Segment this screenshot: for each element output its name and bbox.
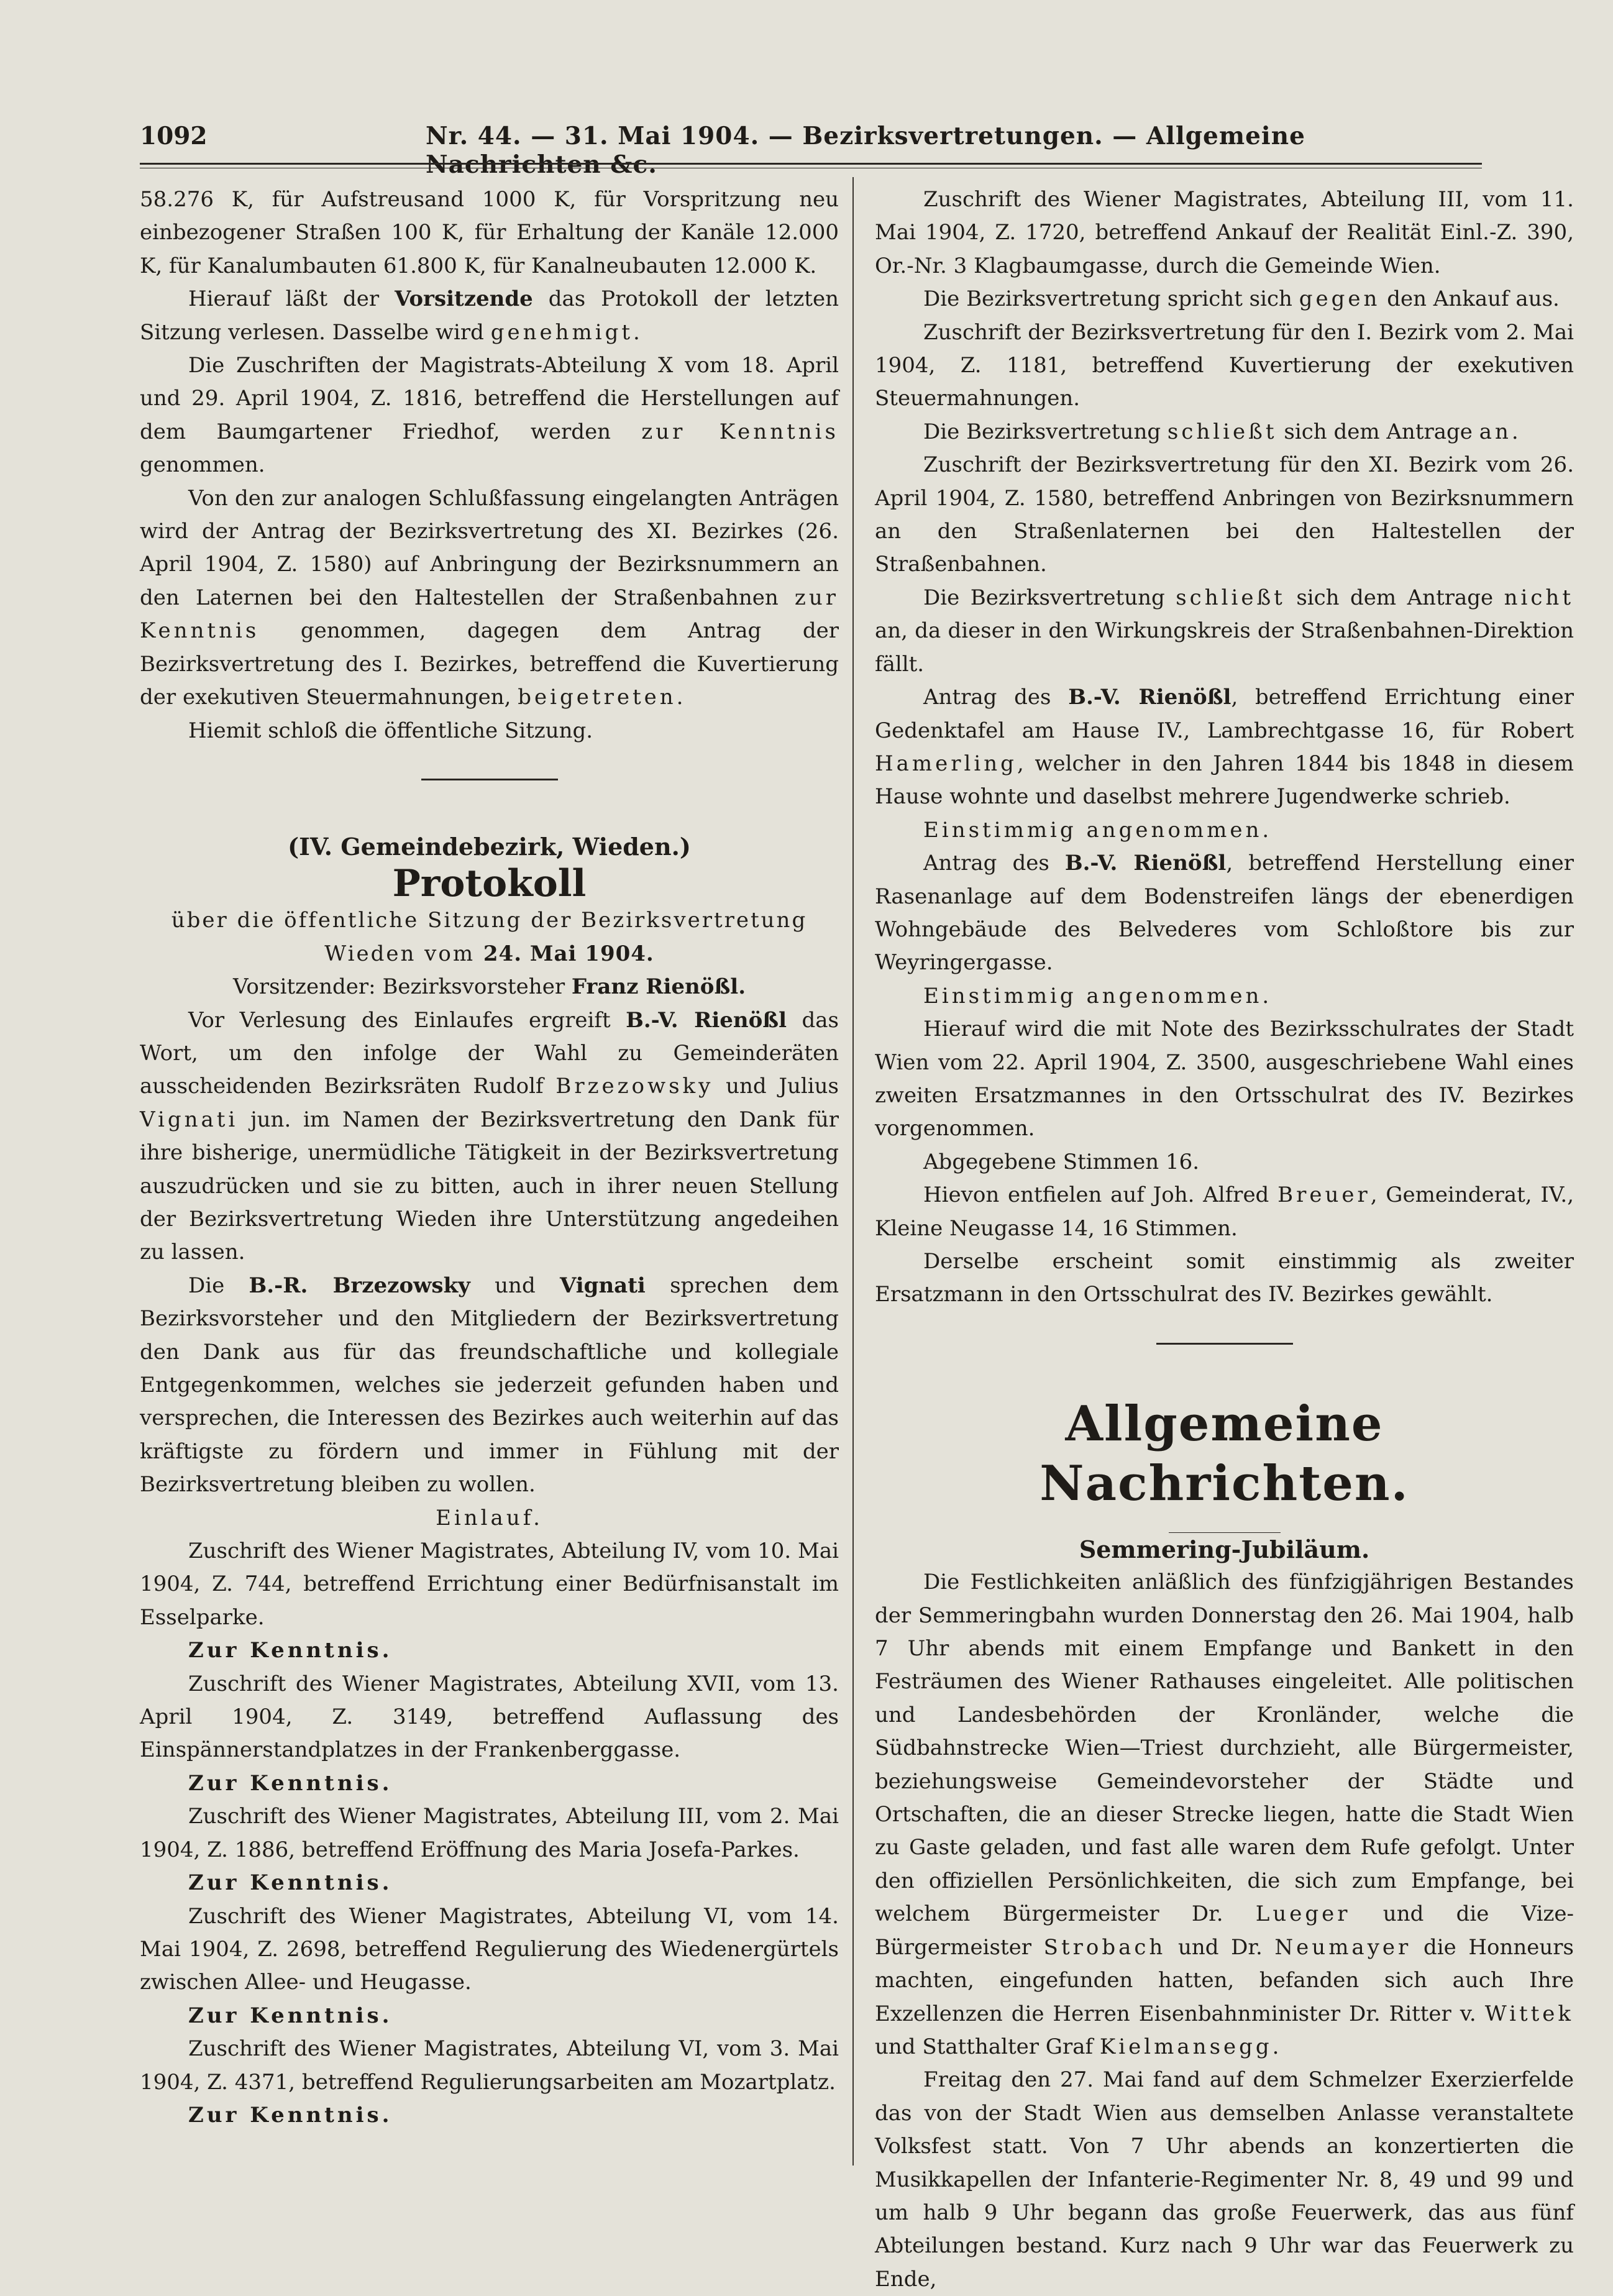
zur-kenntnis-5: Zur Kenntnis. — [188, 2102, 393, 2128]
zuschrift-3: Zuschrift des Wiener Magistrates, Abteilung III, vom 2. Mai 1904, Z. 1886, betreffend Eröffnung des Maria Josefa-Parkes. — [140, 1804, 839, 1862]
zur-kenntnis-2: Zur Kenntnis. — [188, 1770, 393, 1796]
zur-kenntnis-4: Zur Kenntnis. — [188, 2003, 393, 2028]
einstimmig-2: Einstimmig angenommen. — [923, 983, 1273, 1009]
paragraph-session-closed: Hiemit schloß die öffentliche Sitzung. — [188, 718, 593, 743]
zuschrift-4: Zuschrift des Wiener Magistrates, Abteilung VI, vom 14. Mai 1904, Z. 2698, betreffend Regulierung des Wiedenergürtels zwischen Allee- und Heugasse. — [140, 1903, 839, 1995]
paragraph-budget-continued: 58.276 K, für Aufstreusand 1000 K, für Vorspritzung neu einbezogener Straßen 100 K, für Erhaltung der Kanäle 12.000 K, für Kanalumbauten 61.800 K, für Kanalneubauten 12.000 K. — [140, 187, 839, 278]
chairman-line: Vorsitzender: Bezirksvorsteher Franz Rienößl. — [232, 974, 746, 1000]
zuschrift-1: Zuschrift des Wiener Magistrates, Abteilung IV, vom 10. Mai 1904, Z. 744, betreffend Errichtung einer Bedürfnisanstalt im Esselparke. — [140, 1539, 839, 1630]
news-paragraph-1: Die Festlichkeiten anläßlich des fünfzigjährigen Bestandes der Semmeringbahn wurden Donnerstag den 26. Mai 1904, halb 7 Uhr abends mit einem Empfange und Bankett in den Festräumen des Wiener Rathauses eingeleitet. Alle politischen und Landesbehörden der Kronländer, welche die Südbahnstrecke Wien—Triest durchzieht, alle Bürgermeister, beziehungsweise Gemeindevorsteher der Städte und Ortschaften, die an dieser Strecke liegen, hatte die Stadt Wien zu Gaste geladen, und fast alle waren dem Rufe gefolgt. Unter den offiziellen Persönlichkeiten, die sich zum Empfange, bei welchem Bürgermeister Dr. Lueger und die Vize-Bürgermeister Strobach und Dr. Neumayer die Honneurs machten, eingefunden hatten, befanden sich auch Ihre Exzellenzen die Herren Eisenbahnminister Dr. Ritter v. Wittek und Statthalter Graf Kielmansegg. — [875, 1570, 1574, 2059]
zuschrift-8: Zuschrift der Bezirksvertretung für den XI. Bezirk vom 26. April 1904, Z. 1580, betreffend Anbringen von Bezirksnummern an den Straßenlaternen bei den Haltestellen der Straßenbahnen. — [875, 452, 1574, 577]
left-column — [140, 183, 839, 2132]
header-title: Nr. 44. — 31. Mai 1904. — Bezirksvertretungen. — Allgemeine Nachrichten &c. — [426, 122, 1305, 179]
section-title: (IV. Gemeindebezirk, Wieden.) — [288, 832, 691, 861]
paragraph-entfielen: Hievon entfielen auf Joh. Alfred Breuer, Gemeinderat, IV., Kleine Neugasse 14, 16 Stimmen. — [875, 1182, 1574, 1241]
antrag-2: Antrag des B.-V. Rienößl, betreffend Herstellung einer Rasenanlage auf dem Bodenstreifen längs der ebenerdigen Wohngebäude des Belvederes vom Schloßtore bis zur Weyringergasse. — [875, 851, 1574, 976]
zuschrift-5: Zuschrift des Wiener Magistrates, Abteilung VI, vom 3. Mai 1904, Z. 4371, betreffend Regulierungsarbeiten am Mozartplatz. — [140, 2036, 839, 2095]
zur-kenntnis-1: Zur Kenntnis. — [188, 1638, 393, 1663]
zuschrift-7: Zuschrift der Bezirksvertretung für den I. Bezirk vom 2. Mai 1904, Z. 1181, betreffend Kuvertierung der exekutiven Steuermahnungen. — [875, 319, 1574, 411]
paragraph-wahl: Hierauf wird die mit Note des Bezirksschulrates der Stadt Wien vom 22. April 1904, Z. 3500, ausgeschriebene Wahl eines zweiten Ersatzmannes in den Ortsschulrat des IV. Bezirkes vorgenommen. — [875, 1017, 1574, 1141]
news-paragraph-2: Freitag den 27. Mai fand auf dem Schmelzer Exerzierfelde das von der Stadt Wien aus demselben Anlasse veranstaltete Volksfest statt. Von 7 Uhr abends an konzertierten die Musikkapellen der Infanterie-Regimenter Nr. 8, 49 und 99 und um halb 9 Uhr begann das große Feuerwerk, das aus fünf Abteilungen bestand. Kurz nach 9 Uhr war das Feuerwerk zu Ende, — [875, 2067, 1574, 2292]
right-column — [875, 183, 1574, 2296]
paragraph-vor-verlesung: Vor Verlesung des Einlaufes ergreift B.-V. Rienößl das Wort, um den infolge der Wahl zu Gemeinderäten ausscheidenden Bezirksräten Rudolf Brzezowsky und Julius Vignati jun. im Namen der Bezirksvertretung den Dank für ihre bisherige, unermüdliche Tätigkeit in der Bezirksvertretung auszudrücken und sie zu bitten, auch in ihrer neuen Stellung der Bezirksvertretung Wieden ihre Unterstützung angedeihen zu lassen. — [140, 1007, 839, 1265]
paragraph-dank: Die B.-R. Brzezowsky und Vignati sprechen dem Bezirksvorsteher und den Mitgliedern der Bezirksvertretung den Dank aus für das freundschaftliche und kollegiale Entgegenkommen, welches sie jederzeit gefunden haben und versprechen, die Interessen des Bezirkes auch weiterhin auf das kräftigste zu fördern und immer in Fühlung mit der Bezirksvertretung bleiben zu wollen. — [140, 1273, 839, 1498]
news-heading: Allgemeine Nachrichten. — [1040, 1395, 1409, 1512]
paragraph-protocol-read: Hierauf läßt der Vorsitzende das Protokoll der letzten Sitzung verlesen. Dasselbe wird genehmigt. — [140, 286, 839, 345]
resolution-7: Die Bezirksvertretung schließt sich dem Antrage an. — [923, 419, 1519, 444]
paragraph-zuschriften: Die Zuschriften der Magistrats-Abteilung X vom 18. April und 29. April 1904, Z. 1816, betreffend die Herstellungen auf dem Baumgartener Friedhof, werden zur Kenntnis genommen. — [140, 353, 839, 478]
zuschrift-6: Zuschrift des Wiener Magistrates, Abteilung III, vom 11. Mai 1904, Z. 1720, betreffend Ankauf der Realität Einl.-Z. 390, Or.-Nr. 3 Klagbaumgasse, durch die Gemeinde Wien. — [875, 187, 1574, 278]
header-rule — [140, 163, 1482, 165]
protokoll-heading: Protokoll — [392, 862, 587, 906]
paragraph-analog-antraege: Von den zur analogen Schlußfassung eingelangten Anträgen wird der Antrag der Bezirksvertretung des XI. Bezirkes (26. April 1904, Z. 1580) auf Anbringung der Bezirksnummern an den Laternen bei den Haltestellen der Straßenbahnen zur Kenntnis genommen, dagegen dem Antrag der Bezirksvertretung des I. Bezirkes, betreffend die Kuvertierung der exekutiven Steuermahnungen, beigetreten. — [140, 485, 839, 710]
paragraph-ersatzmann: Derselbe erscheint somit einstimmig als zweiter Ersatzmann in den Ortsschulrat des IV. Bezirkes gewählt. — [875, 1249, 1574, 1307]
protokoll-subtitle: über die öffentliche Sitzung der Bezirksvertretung — [171, 908, 808, 933]
zur-kenntnis-3: Zur Kenntnis. — [188, 1870, 393, 1896]
einstimmig-1: Einstimmig angenommen. — [923, 817, 1273, 843]
resolution-6: Die Bezirksvertretung spricht sich gegen den Ankauf aus. — [923, 286, 1560, 312]
protokoll-date: Wieden vom 24. Mai 1904. — [324, 941, 654, 966]
antrag-1: Antrag des B.-V. Rienößl, betreffend Errichtung einer Gedenktafel am Hause IV., Lambrechtgasse 16, für Robert Hamerling, welcher in den Jahren 1844 bis 1848 in diesem Hause wohnte und daselbst mehrere Jugendwerke schrieb. — [875, 685, 1574, 810]
einlauf-heading: Einlauf. — [436, 1505, 543, 1530]
page-number: 1092 — [140, 122, 208, 150]
zuschrift-2: Zuschrift des Wiener Magistrates, Abteilung XVII, vom 13. April 1904, Z. 3149, betreffend Auflassung des Einspännerstandplatzes in der Frankenberggasse. — [140, 1671, 839, 1763]
resolution-8: Die Bezirksvertretung schließt sich dem Antrage nicht an, da dieser in den Wirkungskreis der Straßenbahnen-Direktion fällt. — [875, 585, 1574, 677]
page-header — [140, 117, 1482, 179]
news-subheading: Semmering-Jubiläum. — [1079, 1535, 1370, 1563]
column-divider — [852, 177, 854, 2166]
paragraph-stimmen: Abgegebene Stimmen 16. — [923, 1149, 1200, 1174]
